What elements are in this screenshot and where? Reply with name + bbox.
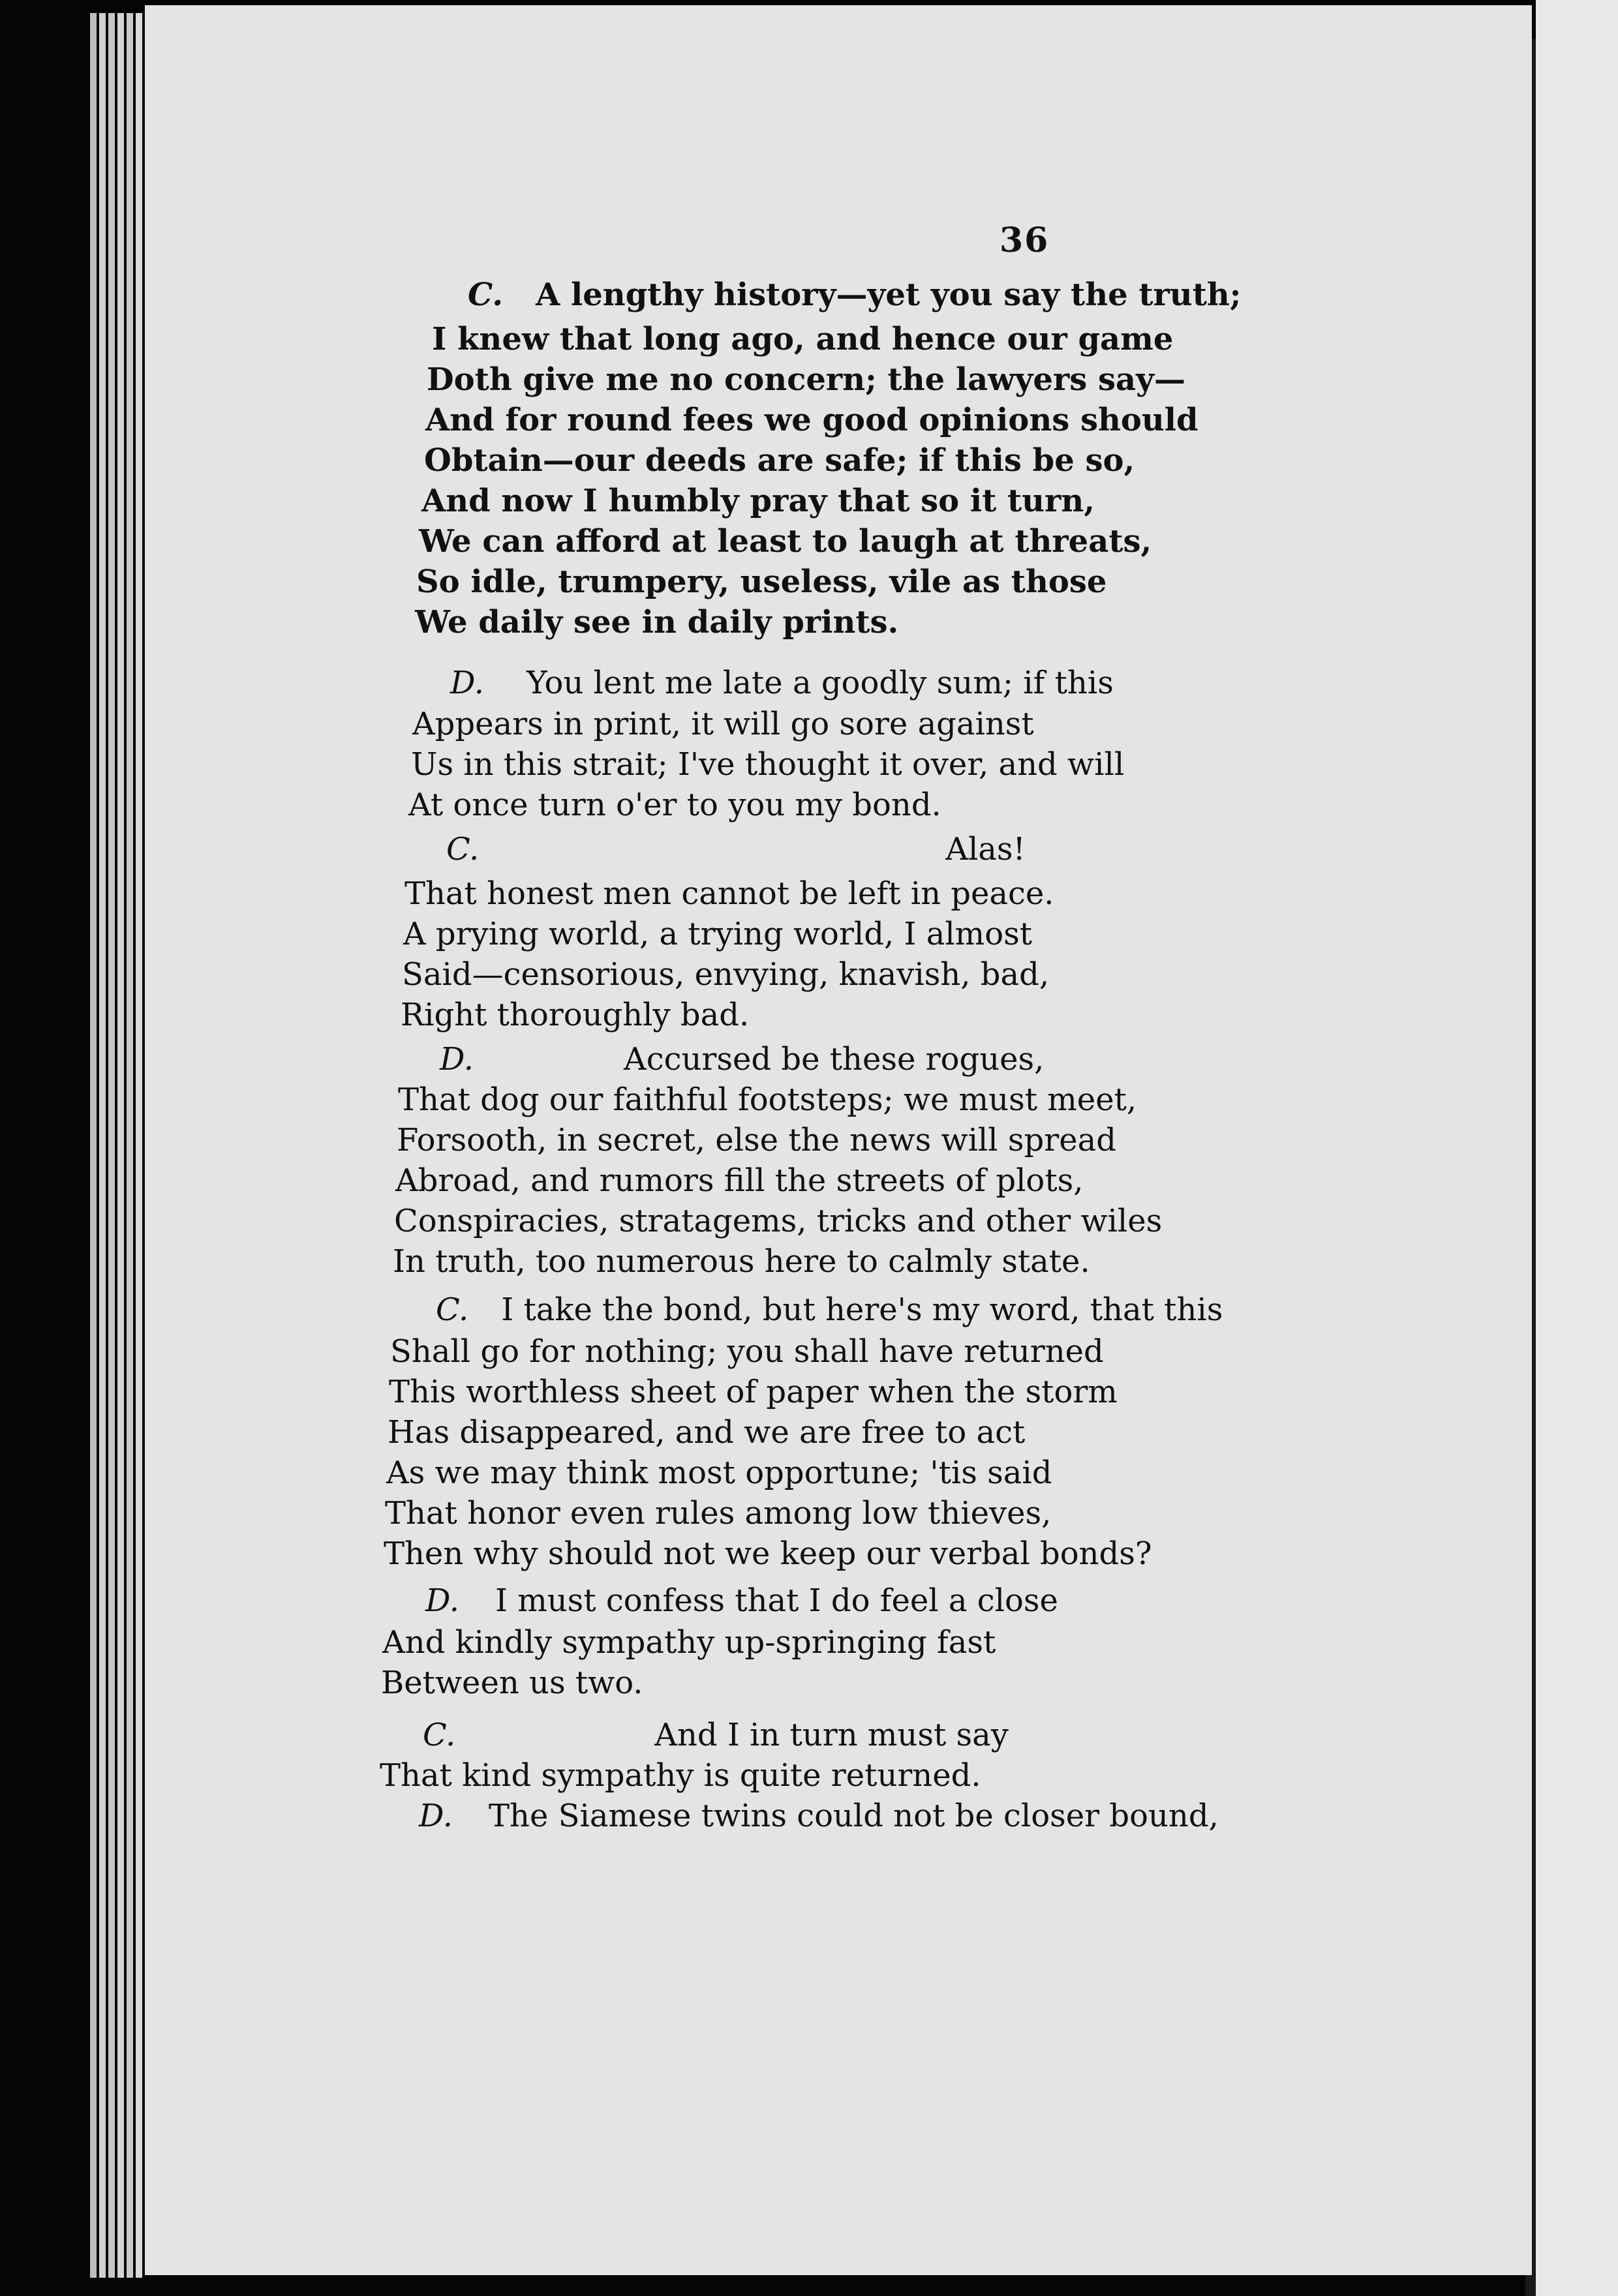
verse-line (380, 1757, 981, 1794)
verse-text: And now I humbly pray that so it turn, (421, 483, 1095, 519)
verse-line (386, 1455, 1052, 1491)
verse-line (423, 1719, 1009, 1751)
verse-text: As we may think most opportune; 'tis said (386, 1455, 1052, 1491)
verse-text: Doth give me no concern; the lawyers say— (427, 361, 1185, 398)
verse-text: Us in this strait; I've thought it over, and will (411, 746, 1125, 783)
speaker-label: D. (450, 665, 485, 701)
speaker-label: D. (440, 1041, 474, 1078)
verse-text: We daily see in daily prints. (415, 604, 899, 641)
verse-text: Has disappeared, and we are free to act (388, 1414, 1026, 1451)
verse-text: We can afford at least to laugh at threats, (419, 523, 1152, 560)
page-text (145, 5, 1532, 2275)
verse-text: In truth, too numerous here to calmly state. (393, 1243, 1090, 1280)
verse-line (398, 1081, 1137, 1118)
page-edge (99, 13, 106, 2278)
verse-text: Alas! (945, 831, 1026, 868)
verse-line (440, 1041, 1045, 1078)
verse-text: So idle, trumpery, useless, vile as those (416, 564, 1107, 600)
verse-text: This worthless sheet of paper when the storm (389, 1374, 1118, 1410)
verse-text: I must confess that I do feel a close (495, 1582, 1058, 1619)
verse-line (393, 1243, 1090, 1280)
facing-page (1536, 0, 1618, 2296)
verse-text: Abroad, and rumors fill the streets of plots, (395, 1162, 1084, 1199)
verse-line (394, 1205, 1162, 1237)
verse-line (385, 1495, 1052, 1532)
verse-line (415, 604, 899, 641)
verse-text: That honest men cannot be left in peace. (404, 875, 1054, 912)
verse-line (425, 404, 1198, 436)
verse-text: Then why should not we keep our verbal bonds? (384, 1535, 1152, 1572)
verse-line (427, 361, 1185, 398)
verse-line (381, 1667, 643, 1699)
speaker-label: D. (425, 1582, 460, 1619)
verse-text: And for round fees we good opinions should (425, 402, 1198, 438)
verse-text: That kind sympathy is quite returned. (380, 1757, 981, 1794)
verse-line (397, 1122, 1116, 1158)
verse-line (388, 1414, 1026, 1451)
verse-line (412, 708, 1034, 740)
verse-line (416, 564, 1107, 600)
verse-line (468, 277, 1242, 313)
page-edge (108, 13, 115, 2278)
verse-text: I take the bond, but here's my word, that this (501, 1292, 1223, 1328)
page-number: 36 (1000, 220, 1050, 260)
verse-text: A prying world, a trying world, I almost (403, 916, 1033, 952)
verse-line (390, 1333, 1104, 1370)
speaker-label: C. (436, 1292, 469, 1328)
verse-line (421, 485, 1095, 517)
verse-line (384, 1535, 1152, 1572)
verse-line (446, 831, 1026, 868)
speaker-label: C. (446, 831, 480, 868)
verse-line (424, 442, 1135, 479)
verse-text: Forsooth, in secret, else the news will spread (397, 1122, 1116, 1158)
verse-text: And kindly sympathy up-springing fast (382, 1624, 996, 1661)
verse-text: Said—censorious, envying, knavish, bad, (402, 956, 1050, 993)
verse-line (404, 875, 1054, 912)
speaker-label: C. (423, 1717, 456, 1753)
speaker-label: C. (468, 277, 504, 313)
verse-text: Between us two. (381, 1665, 643, 1701)
verse-text: Conspiracies, stratagems, tricks and other wiles (394, 1203, 1163, 1239)
verse-text: Shall go for nothing; you shall have returned (390, 1333, 1104, 1370)
verse-text: You lent me late a goodly sum; if this (527, 665, 1114, 701)
speaker-label: D. (419, 1798, 453, 1834)
verse-text: The Siamese twins could not be closer bound, (489, 1798, 1219, 1834)
verse-line (403, 918, 1032, 950)
verse-text: That honor even rules among low thieves, (385, 1495, 1052, 1532)
verse-line (408, 789, 941, 821)
verse-line (450, 667, 1114, 699)
verse-line (425, 1582, 1058, 1619)
verse-line (389, 1376, 1118, 1408)
verse-text: Obtain—our deeds are safe; if this be so, (424, 442, 1135, 479)
verse-line (419, 1800, 1219, 1832)
verse-line (382, 1624, 996, 1661)
page-edge (90, 13, 97, 2278)
verse-text: Right thoroughly bad. (401, 997, 750, 1033)
book-page (145, 5, 1532, 2275)
page-edge (127, 13, 133, 2278)
verse-line (419, 523, 1152, 560)
verse-line (401, 999, 749, 1031)
verse-line (411, 746, 1125, 783)
verse-line (395, 1162, 1084, 1199)
verse-text: That dog our faithful footsteps; we must meet, (398, 1081, 1137, 1118)
verse-line (432, 321, 1174, 357)
page-edge (136, 13, 142, 2278)
verse-text: Appears in print, it will go sore against (412, 706, 1034, 742)
verse-text: A lengthy history—yet you say the truth; (536, 277, 1242, 313)
verse-text: Accursed be these rogues, (624, 1041, 1045, 1078)
verse-text: And I in turn must say (654, 1717, 1009, 1753)
verse-line (402, 956, 1050, 993)
page-edge (117, 13, 124, 2278)
verse-line (436, 1292, 1223, 1328)
verse-text: At once turn o'er to you my bond. (408, 787, 941, 823)
verse-text: I knew that long ago, and hence our game (432, 321, 1174, 357)
